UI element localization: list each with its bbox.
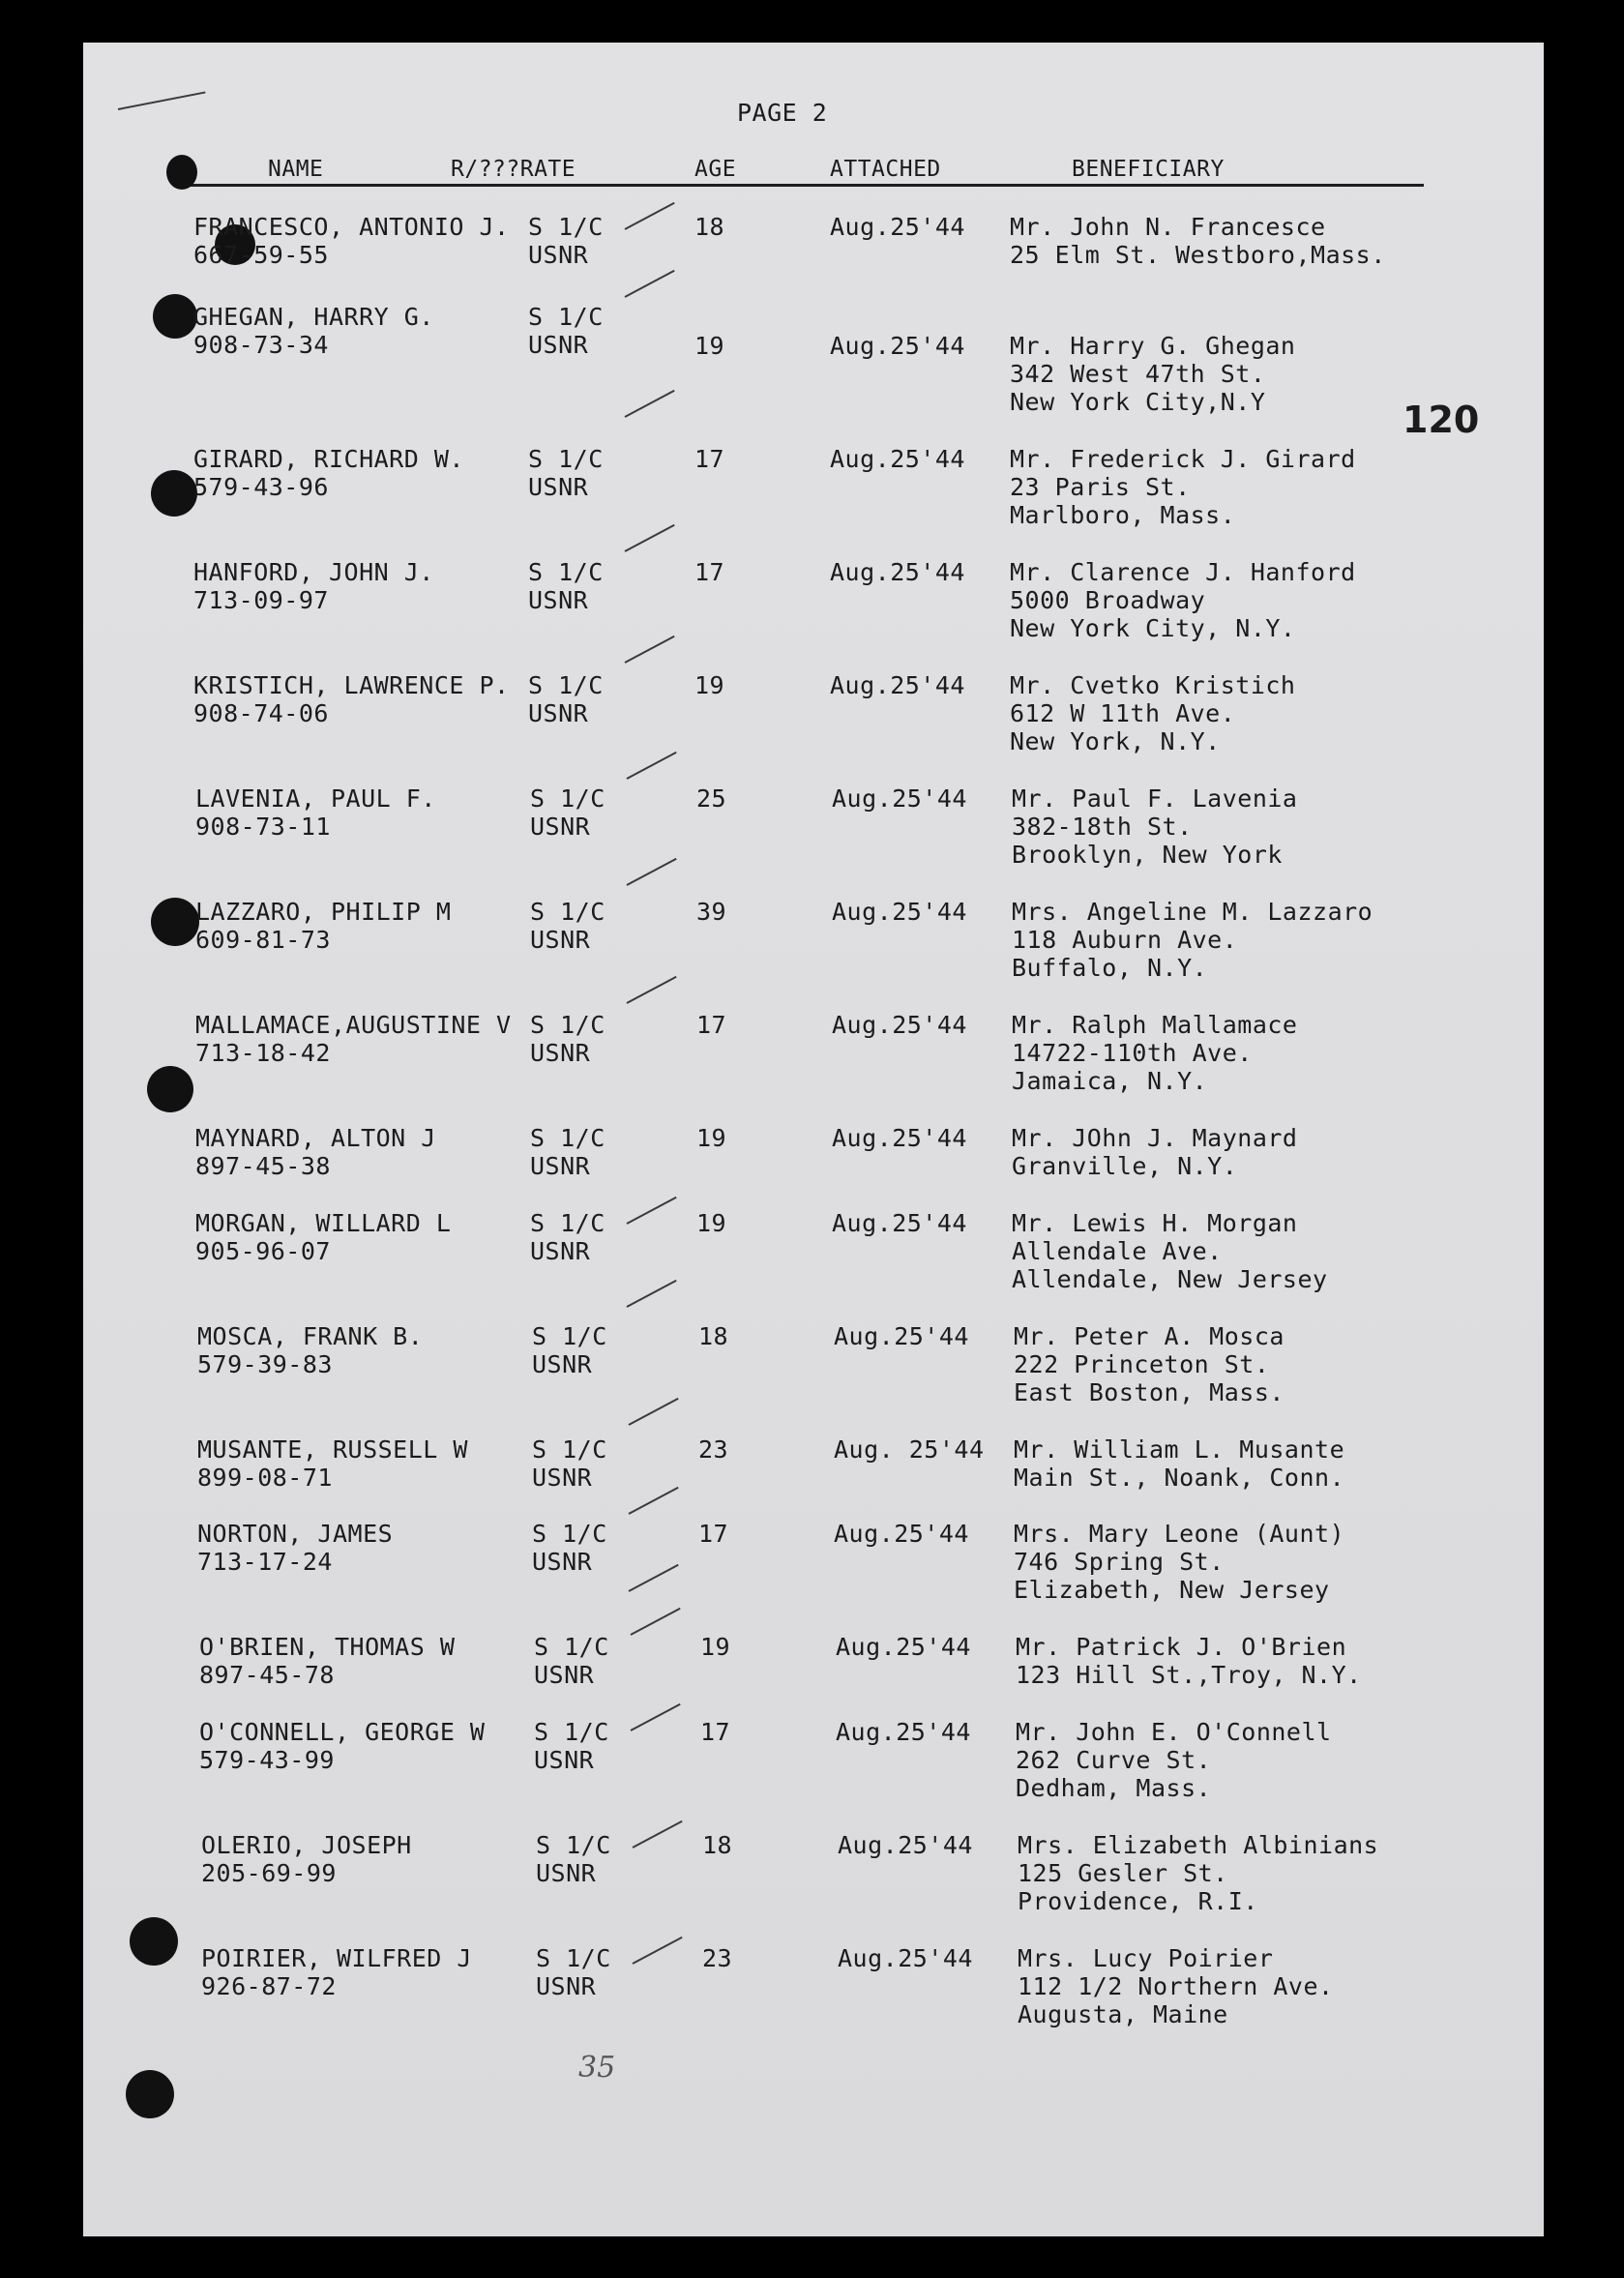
table-row [0,1718,1624,1815]
age: 18 [698,1322,729,1350]
beneficiary-line: New York City, N.Y. [1010,614,1296,642]
beneficiary-line: 5000 Broadway [1010,586,1206,614]
beneficiary-line: Mrs. Mary Leone (Aunt) [1014,1520,1345,1548]
table-row [0,1322,1624,1419]
beneficiary-line: Mr. Lewis H. Morgan [1012,1209,1298,1237]
attached-date: Aug.25'44 [838,1944,973,1972]
age: 23 [702,1944,733,1972]
attached-date: Aug.25'44 [832,898,967,926]
branch: USNR [536,1972,597,2000]
header-rule [174,184,1424,187]
branch: USNR [532,1548,593,1576]
service-number: 897-45-78 [199,1661,335,1689]
branch: USNR [528,241,589,269]
beneficiary-line: New York City,N.Y [1010,388,1266,416]
beneficiary-line: Brooklyn, New York [1012,841,1283,869]
branch: USNR [536,1859,597,1887]
rate: S 1/C [530,898,605,926]
beneficiary-line: 222 Princeton St. [1014,1350,1270,1378]
service-number: 205-69-99 [201,1859,337,1887]
beneficiary-line: Mrs. Elizabeth Albinians [1018,1831,1379,1859]
beneficiary-line: Elizabeth, New Jersey [1014,1576,1330,1604]
branch: USNR [530,1237,591,1265]
sailor-name: KRISTICH, LAWRENCE P. [193,671,510,699]
sailor-name: FRANCESCO, ANTONIO J. [193,213,510,241]
rate: S 1/C [528,445,604,473]
attached-date: Aug.25'44 [832,784,967,813]
beneficiary-line: Buffalo, N.Y. [1012,954,1208,982]
service-number: 609-81-73 [195,926,331,954]
table-row [0,1520,1624,1616]
beneficiary-line: Allendale Ave. [1012,1237,1223,1265]
beneficiary-line: Allendale, New Jersey [1012,1265,1328,1293]
attached-date: Aug. 25'44 [834,1435,985,1464]
age: 19 [696,1124,727,1152]
age: 23 [698,1435,729,1464]
service-number: 713-17-24 [197,1548,333,1576]
table-row [0,1124,1624,1221]
sailor-name: OLERIO, JOSEPH [201,1831,412,1859]
branch: USNR [528,473,589,501]
beneficiary-line: Main St., Noank, Conn. [1014,1464,1345,1492]
branch: USNR [532,1350,593,1378]
rate: S 1/C [536,1831,611,1859]
sailor-name: NORTON, JAMES [197,1520,394,1548]
beneficiary-line: 123 Hill St.,Troy, N.Y. [1016,1661,1362,1689]
beneficiary-line: Mr. Cvetko Kristich [1010,671,1296,699]
branch: USNR [530,926,591,954]
age: 17 [698,1520,729,1548]
page-label: PAGE 2 [737,99,828,127]
beneficiary-line: Mr. William L. Musante [1014,1435,1345,1464]
sailor-name: O'CONNELL, GEORGE W [199,1718,486,1746]
beneficiary-line: 342 West 47th St. [1010,360,1266,388]
beneficiary-line: 25 Elm St. Westboro,Mass. [1010,241,1386,269]
beneficiary-line: Marlboro, Mass. [1010,501,1236,529]
sailor-name: MOSCA, FRANK B. [197,1322,424,1350]
sailor-name: MUSANTE, RUSSELL W [197,1435,468,1464]
sailor-name: GIRARD, RICHARD W. [193,445,464,473]
age: 19 [700,1633,731,1661]
beneficiary-line: 125 Gesler St. [1018,1859,1228,1887]
table-row [0,445,1624,542]
attached-date: Aug.25'44 [834,1322,969,1350]
beneficiary-line: 23 Paris St. [1010,473,1191,501]
rate: S 1/C [528,213,604,241]
beneficiary-line: 14722-110th Ave. [1012,1039,1253,1067]
rate: S 1/C [530,784,605,813]
service-number: 905-96-07 [195,1237,331,1265]
table-row [0,213,1624,310]
service-number: 926-87-72 [201,1972,337,2000]
age: 17 [694,558,725,586]
sailor-name: POIRIER, WILFRED J [201,1944,472,1972]
beneficiary-line: Mr. John N. Francesce [1010,213,1326,241]
punch-hole [166,155,197,190]
beneficiary-line: 382-18th St. [1012,813,1193,841]
age: 18 [702,1831,733,1859]
table-row [0,1633,1624,1730]
attached-date: Aug.25'44 [830,558,965,586]
branch: USNR [532,1464,593,1492]
column-header-beneficiary: BENEFICIARY [1072,157,1225,182]
branch: USNR [528,699,589,727]
table-row [0,784,1624,881]
attached-date: Aug.25'44 [832,1011,967,1039]
sailor-name: HANFORD, JOHN J. [193,558,434,586]
age: 39 [696,898,727,926]
table-row [0,1209,1624,1306]
attached-date: Aug.25'44 [834,1520,969,1548]
attached-date: Aug.25'44 [830,213,965,241]
table-row [0,303,1624,416]
beneficiary-line: Augusta, Maine [1018,2000,1228,2028]
attached-date: Aug.25'44 [830,445,965,473]
rate: S 1/C [532,1435,607,1464]
service-number: 579-43-96 [193,473,329,501]
beneficiary-line: Granville, N.Y. [1012,1152,1238,1180]
beneficiary-line: 118 Auburn Ave. [1012,926,1238,954]
rate: S 1/C [528,303,604,331]
beneficiary-line: New York, N.Y. [1010,727,1221,755]
branch: USNR [534,1661,595,1689]
attached-date: Aug.25'44 [836,1633,971,1661]
sailor-name: O'BRIEN, THOMAS W [199,1633,456,1661]
age: 17 [694,445,725,473]
sailor-name: MAYNARD, ALTON J [195,1124,436,1152]
branch: USNR [530,1152,591,1180]
beneficiary-line: Mr. Patrick J. O'Brien [1016,1633,1347,1661]
stamp-number: 120 [1403,399,1480,441]
service-number: 908-73-34 [193,331,329,359]
table-row [0,1011,1624,1108]
service-number: 579-39-83 [197,1350,333,1378]
rate: S 1/C [528,671,604,699]
branch: USNR [530,1039,591,1067]
branch: USNR [534,1746,595,1774]
beneficiary-line: East Boston, Mass. [1014,1378,1284,1406]
age: 19 [694,332,725,360]
rate: S 1/C [530,1209,605,1237]
branch: USNR [530,813,591,841]
column-header-name: NAME [268,157,324,182]
beneficiary-line: Mr. Peter A. Mosca [1014,1322,1284,1350]
rate: S 1/C [534,1633,609,1661]
sailor-name: LAVENIA, PAUL F. [195,784,436,813]
attached-date: Aug.25'44 [832,1209,967,1237]
rate: S 1/C [532,1520,607,1548]
table-row [0,558,1624,655]
service-number: 579-43-99 [199,1746,335,1774]
beneficiary-line: Mrs. Angeline M. Lazzaro [1012,898,1373,926]
branch: USNR [528,586,589,614]
age: 19 [694,671,725,699]
service-number: 897-45-38 [195,1152,331,1180]
rate: S 1/C [528,558,604,586]
sailor-name: LAZZARO, PHILIP M [195,898,452,926]
beneficiary-line: Mr. Clarence J. Hanford [1010,558,1356,586]
sailor-name: MORGAN, WILLARD L [195,1209,452,1237]
branch: USNR [528,331,589,359]
service-number: 713-09-97 [193,586,329,614]
age: 25 [696,784,727,813]
beneficiary-line: Mr. Frederick J. Girard [1010,445,1356,473]
table-row [0,1944,1624,2041]
beneficiary-line: Providence, R.I. [1018,1887,1258,1915]
beneficiary-line: Mr. Harry G. Ghegan [1010,332,1296,360]
beneficiary-line: Dedham, Mass. [1016,1774,1212,1802]
beneficiary-line: 612 W 11th Ave. [1010,699,1236,727]
beneficiary-line: Jamaica, N.Y. [1012,1067,1208,1095]
attached-date: Aug.25'44 [830,671,965,699]
rate: S 1/C [530,1124,605,1152]
punch-hole [126,2070,174,2118]
column-header-rate: R/???RATE [451,157,576,182]
beneficiary-line: Mr. Ralph Mallamace [1012,1011,1298,1039]
service-number: 899-08-71 [197,1464,333,1492]
beneficiary-line: 262 Curve St. [1016,1746,1212,1774]
beneficiary-line: 112 1/2 Northern Ave. [1018,1972,1334,2000]
beneficiary-line: Mr. John E. O'Connell [1016,1718,1332,1746]
table-row [0,671,1624,768]
table-row [0,1831,1624,1928]
service-number: 667-59-55 [193,241,329,269]
age: 17 [700,1718,731,1746]
column-header-age: AGE [694,157,737,182]
column-header-attached: ATTACHED [830,157,941,182]
attached-date: Aug.25'44 [832,1124,967,1152]
attached-date: Aug.25'44 [838,1831,973,1859]
attached-date: Aug.25'44 [830,332,965,360]
rate: S 1/C [532,1322,607,1350]
sailor-name: GHEGAN, HARRY G. [193,303,434,331]
beneficiary-line: Mr. Paul F. Lavenia [1012,784,1298,813]
rate: S 1/C [530,1011,605,1039]
handwritten-note: 35 [578,2051,616,2085]
table-row [0,898,1624,994]
beneficiary-line: Mrs. Lucy Poirier [1018,1944,1274,1972]
service-number: 908-73-11 [195,813,331,841]
sailor-name: MALLAMACE,AUGUSTINE V [195,1011,512,1039]
beneficiary-line: Mr. JOhn J. Maynard [1012,1124,1298,1152]
age: 17 [696,1011,727,1039]
age: 18 [694,213,725,241]
rate: S 1/C [536,1944,611,1972]
attached-date: Aug.25'44 [836,1718,971,1746]
service-number: 713-18-42 [195,1039,331,1067]
table-row [0,1435,1624,1532]
beneficiary-line: 746 Spring St. [1014,1548,1225,1576]
service-number: 908-74-06 [193,699,329,727]
rate: S 1/C [534,1718,609,1746]
age: 19 [696,1209,727,1237]
